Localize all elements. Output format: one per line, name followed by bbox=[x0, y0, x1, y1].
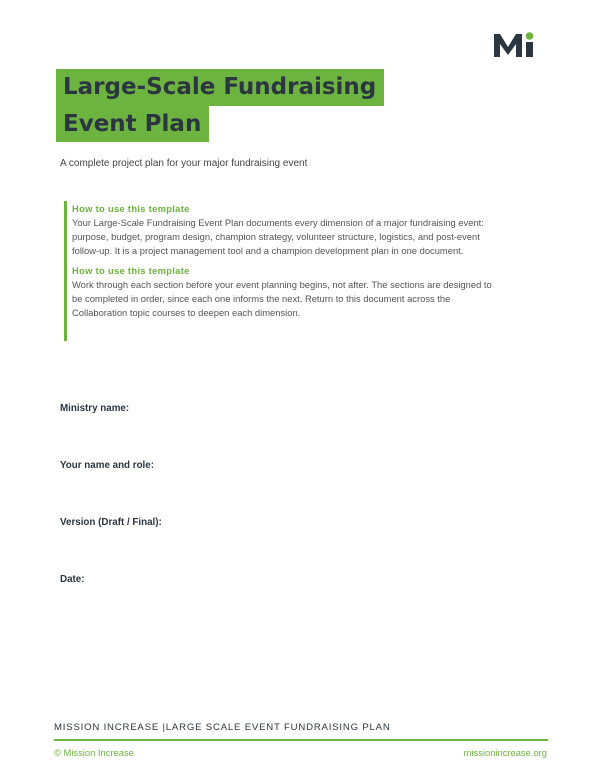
page-subtitle: A complete project plan for your major fundraising event bbox=[60, 158, 308, 169]
date-field[interactable]: Date: bbox=[60, 574, 85, 585]
callout-text: Your Large-Scale Fundraising Event Plan documents every dimension of a major fundraising event: purpose, budget, program design, champion strategy, volunteer structure, logistics, and post-event follow-up. It is a project management tool and a champion development plan in one document. bbox=[72, 217, 484, 257]
callout-text: Work through each section before your event planning begins, not after. The sections are designed to be completed in order, since each one informs the next. Return to this document across the Collaboration topic courses to deepen each dimension. bbox=[72, 278, 492, 319]
callout-heading: How to use this template bbox=[72, 264, 190, 276]
callout-heading: How to use this template bbox=[72, 203, 190, 214]
name-and-role-field[interactable]: Your name and role: bbox=[60, 460, 154, 471]
footer-copyright: © Mission Increase bbox=[54, 747, 134, 758]
footer-divider bbox=[54, 739, 548, 741]
ministry-name-field[interactable]: Ministry name: bbox=[60, 403, 130, 414]
version-field[interactable]: Version (Draft / Final): bbox=[60, 517, 162, 528]
page-title-line-2: Event Plan bbox=[56, 106, 209, 142]
footer-header: MISSION INCREASE |LARGE SCALE EVENT FUNDRAISING PLAN bbox=[54, 722, 391, 733]
footer-website-link[interactable]: missionincrease.org bbox=[463, 747, 547, 758]
page-title-line-1: Large-Scale Fundraising bbox=[56, 69, 384, 106]
mission-increase-logo bbox=[494, 31, 538, 57]
instructions-callout bbox=[64, 201, 502, 341]
